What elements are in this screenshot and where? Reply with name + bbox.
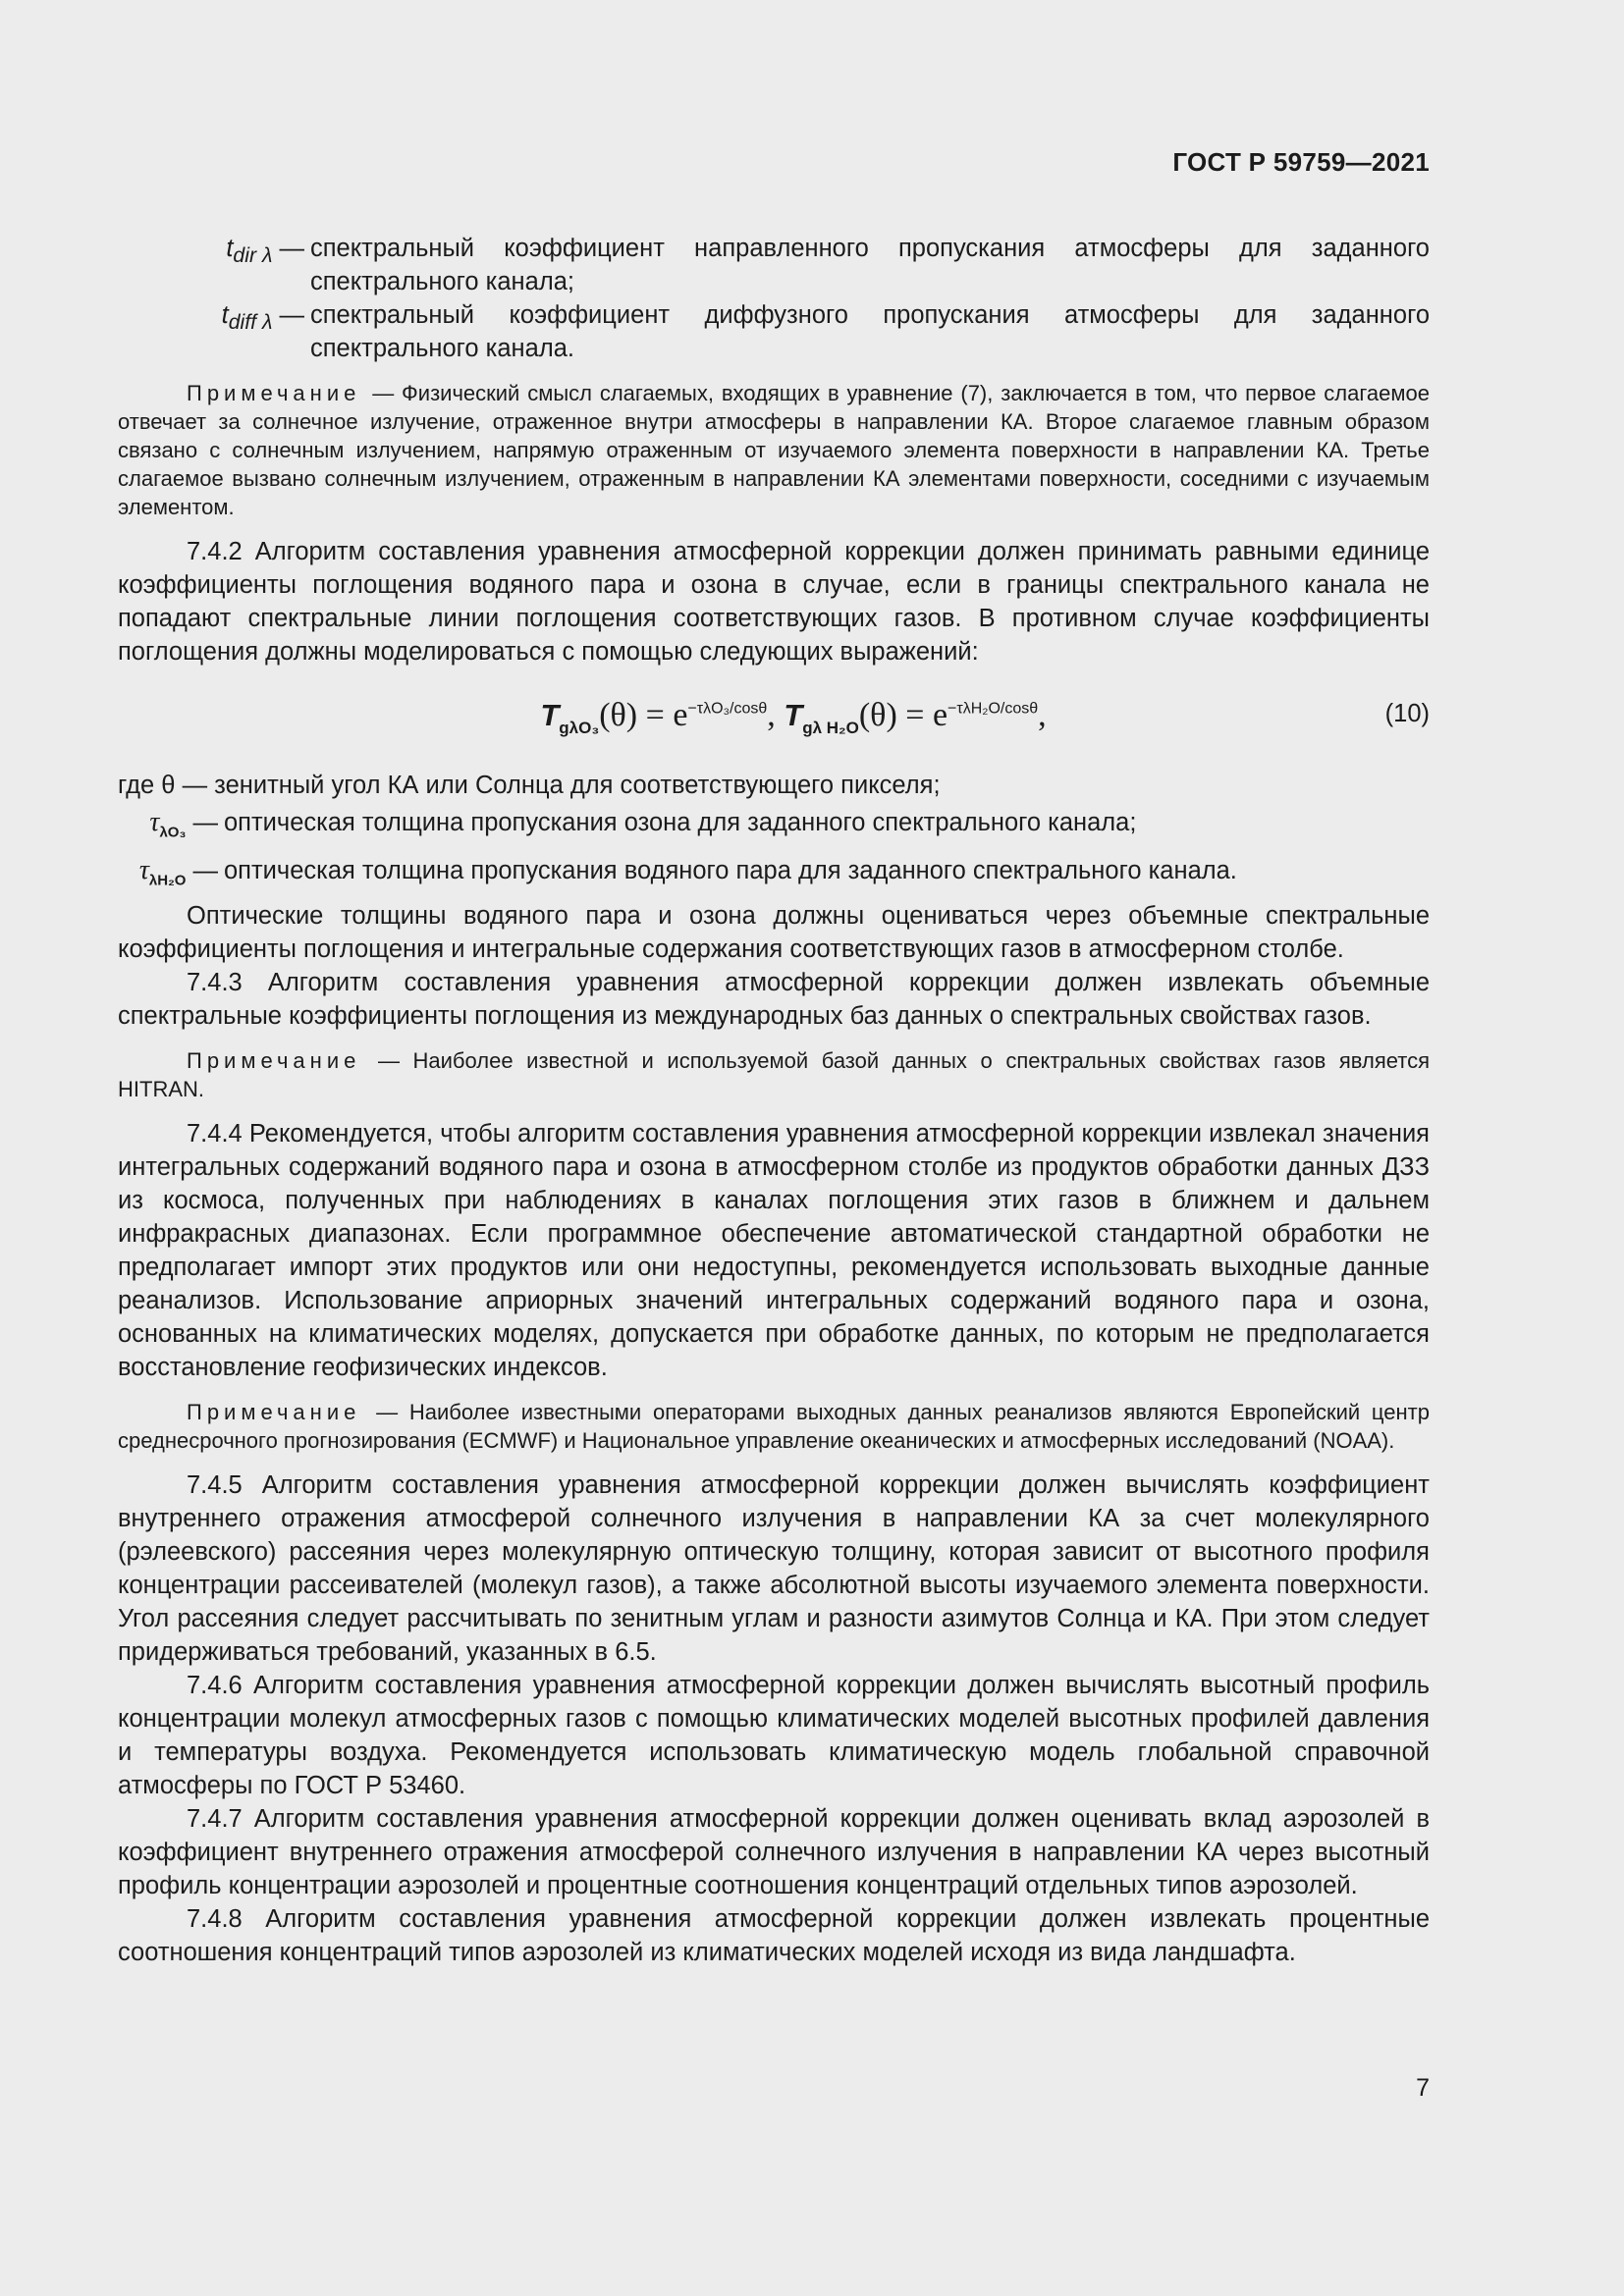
definitions-where [118,767,1430,899]
paragraph-7-4-3: 7.4.3 Алгоритм составления уравнения атмосферной коррекции должен извлекать объемные спектральные коэффициенты поглощения из международных баз данных о спектральных свойствах газов. [118,969,1430,1031]
def-symbol-tdiff: $t_{diff \lambda}$ — [221,301,304,335]
note-1: Примечание — Физический смысл слагаемых, входящих в уравнение (7), заключается в том, что первое слагаемое отвечает за солнечное излучение, отраженное внутри атмосферы в направлении КА. Второе слагаемое главным образом связано с солнечным излучением, напрямую отраженным от изучаемого элемента поверхности в направлении КА. Третье слагаемое вызвано солнечным излучением, отраженным в направлении КА элементами поверхности, соседними с изучаемым элементом. [118,381,1430,519]
definitions-top [118,232,1430,365]
paragraph-7-4-8: 7.4.8 Алгоритм составления уравнения атмосферной коррекции должен извлекать процентные соотношения концентраций типов аэрозолей из климатических моделей исходя из вида ландшафта. [118,1905,1430,1967]
paragraph-7-4-5: 7.4.5 Алгоритм составления уравнения атмосферной коррекции должен вычислять коэффициент внутреннего отражения атмосферой солнечного излучения в направлении КА за счет молекулярного (рэлеевского) рассеяния через молекулярную оптическую толщину, которая зависит от высотного профиля концентрации рассеивателей (молекул газов), а также абсолютной высоты изучаемого элемента поверхности. Угол рассеяния следует рассчитывать по зенитным углам и разности азимутов Солнца и КА. При этом следует придерживаться требований, указанных в 6.5. [118,1471,1430,1667]
formula-expression: $T_{g\lambda O_3}(\theta) = e^{-\tau\lambda O_3/cos\theta}$, $T_{g\lambda H_2O}(\theta) = e^{-\tau\lambda H_2O/cos\theta}$, [540,697,1047,737]
def-row-theta: где θ — зенитный угол КА или Солнца для соответствующего пикселя; [118,772,941,799]
def-text-tdiff: спектральный коэффициент диффузного пропускания атмосферы для заданного спектрального канала. [310,301,1430,362]
def-row-tau-h2o: $\tau_{\lambda H_2O}$ — оптическая толщина пропускания водяного пара для заданного спектрального канала. [138,854,1237,889]
standard-code: ГОСТ Р 59759—2021 [1172,147,1430,177]
paragraph-optical-thickness: Оптические толщины водяного пара и озона должны оцениваться через объемные спектральные коэффициенты поглощения и интегральные содержания соответствующих газов в атмосферном столбе. [118,902,1430,964]
def-text-tdir: спектральный коэффициент направленного пропускания атмосферы для заданного спектрального канала; [310,235,1430,295]
formula-10 [118,668,1430,767]
page-content [118,232,1430,1969]
def-symbol-tdir: $t_{dir \lambda}$ — [226,235,304,268]
def-row-tau-o3: $\tau_{\lambda O_3}$ — оптическая толщина пропускания озона для заданного спектрального канала; [149,807,1137,841]
paragraph-7-4-2: 7.4.2 Алгоритм составления уравнения атмосферной коррекции должен принимать равными единице коэффициенты поглощения водяного пара и озона в случае, если в границы спектрального канала не попадают спектральные линии поглощения соответствующих газов. В противном случае коэффициенты поглощения должны моделироваться с помощью следующих выражений: [118,538,1430,666]
note-3: Примечание — Наиболее известными операторами выходных данных реанализов являются Европейский центр среднесрочного прогнозирования (ECMWF) и Национальное управление океанических и атмосферных исследований (NOAA). [118,1400,1430,1454]
paragraph-7-4-6: 7.4.6 Алгоритм составления уравнения атмосферной коррекции должен вычислять высотный профиль концентрации молекул атмосферных газов с помощью климатических моделей высотных профилей давления и температуры воздуха. Рекомендуется использовать климатическую модель глобальной справочной атмосферы по ГОСТ Р 53460. [118,1672,1430,1800]
paragraph-7-4-4: 7.4.4 Рекомендуется, чтобы алгоритм составления уравнения атмосферной коррекции извлекал значения интегральных содержаний водяного пара и озона в атмосферном столбе из продуктов обработки данных ДЗЗ из космоса, полученных при наблюдениях в каналах поглощения этих газов в ближнем и дальнем инфракрасных диапазонах. Если программное обеспечение автоматической стандартной обработки не предполагает импорт этих продуктов или они недоступны, рекомендуется использовать выходные данные реанализов. Использование априорных значений интегральных содержаний водяного пара и озона, основанных на климатических моделях, допускается при обработке данных, по которым не предполагается восстановление геофизических индексов. [118,1120,1430,1382]
paragraph-7-4-7: 7.4.7 Алгоритм составления уравнения атмосферной коррекции должен оценивать вклад аэрозолей в коэффициент внутреннего отражения атмосферой солнечного излучения в направлении КА через высотный профиль концентрации аэрозолей и процентные соотношения концентраций отдельных типов аэрозолей. [118,1805,1430,1900]
page-number: 7 [1416,2074,1430,2102]
note-2: Примечание — Наиболее известной и используемой базой данных о спектральных свойствах газов является HITRAN. [118,1048,1430,1102]
equation-number: (10) [1384,700,1430,727]
